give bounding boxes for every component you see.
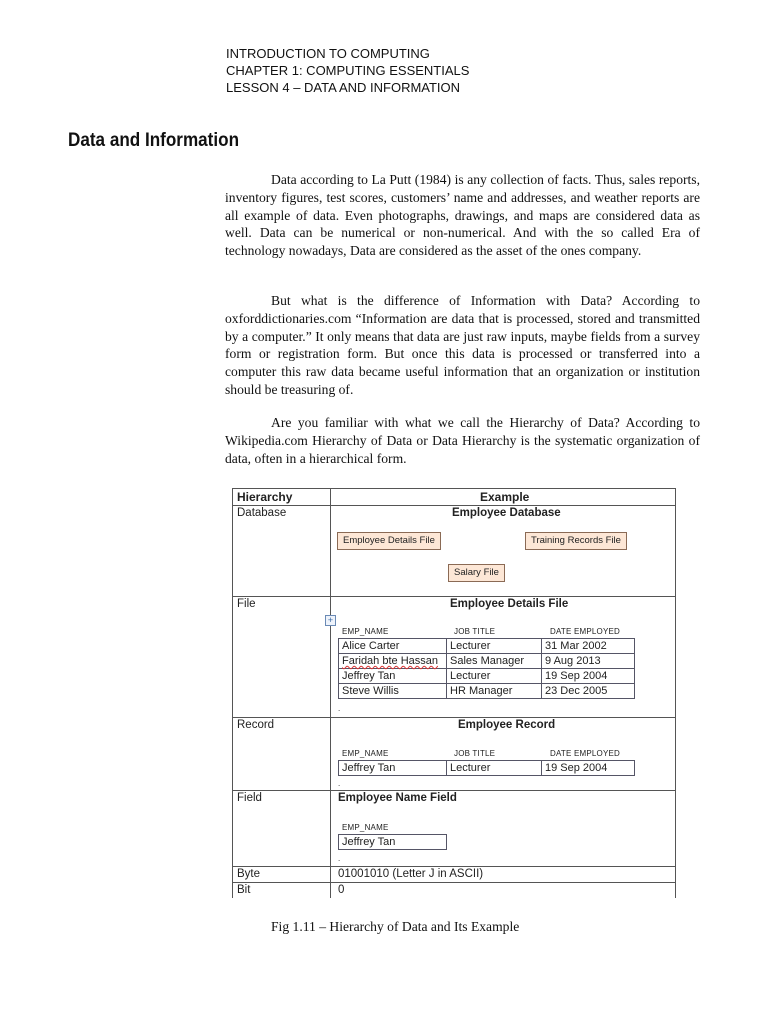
row-divider (232, 596, 676, 597)
record-col-date-employed: DATE EMPLOYED (550, 749, 621, 758)
job-title-cell: Sales Manager (447, 654, 542, 669)
paragraph-mark: . (338, 854, 341, 863)
date-employed-cell: 9 Aug 2013 (542, 654, 635, 669)
date-employed-cell: 31 Mar 2002 (542, 639, 635, 654)
hierarchy-table (232, 488, 676, 898)
byte-value: 01001010 (Letter J in ASCII) (338, 868, 484, 880)
row-divider (232, 866, 676, 867)
course-title: INTRODUCTION TO COMPUTING (226, 46, 430, 61)
employee-record-table (338, 760, 635, 776)
file-title: Employee Details File (450, 598, 569, 610)
job-title-cell: HR Manager (447, 684, 542, 699)
employee-details-table (338, 638, 635, 699)
job-title-cell: Lecturer (447, 639, 542, 654)
paragraph-1-text: Data according to La Putt (1984) is any collection of facts. Thus, sales reports, inventory figures, test scores, customers’ name and addresses, and weather reports are all example of data. Even photographs, drawings, and maps are considered data as well. Data can be numerical or non-numerical. And with the so called Era of technology nowadays, Data are considered as the asset of the ones company. (225, 172, 700, 259)
emp-name-cell: Steve Willis (339, 684, 447, 699)
label-record: Record (237, 719, 275, 731)
job-title-cell: Lecturer (447, 761, 542, 776)
figure-caption: Fig 1.11 – Hierarchy of Data and Its Example (271, 919, 520, 934)
paragraph-3-text: Are you familiar with what we call the Hierarchy of Data? According to Wikipedia.com Hierarchy of Data or Data Hierarchy is the systematic organization of data, often in a hierarchical form. (225, 415, 700, 466)
employee-name-field-table (338, 834, 447, 850)
paragraph-1 (225, 171, 700, 260)
table-row (339, 835, 447, 850)
table-row (339, 761, 635, 776)
field-title: Employee Name Field (338, 792, 457, 804)
file-col-job-title: JOB TITLE (454, 627, 496, 636)
emp-name-cell: Alice Carter (339, 639, 447, 654)
table-row (339, 639, 635, 654)
paragraph-2 (225, 292, 700, 399)
record-col-emp-name: EMP_NAME (342, 749, 389, 758)
emp-name-cell: Jeffrey Tan (339, 835, 447, 850)
row-divider (232, 882, 676, 883)
hierarchy-figure (232, 488, 676, 898)
file-col-emp-name: EMP_NAME (342, 627, 389, 636)
bit-value: 0 (338, 884, 345, 896)
row-divider (232, 717, 676, 718)
table-row (339, 684, 635, 699)
date-employed-cell: 19 Sep 2004 (542, 669, 635, 684)
chapter-title: CHAPTER 1: COMPUTING ESSENTIALS (226, 63, 470, 78)
paragraph-mark: . (338, 704, 341, 713)
paragraph-3 (225, 414, 700, 467)
label-field: Field (237, 792, 262, 804)
column-divider (330, 488, 331, 898)
lesson-title: LESSON 4 – DATA AND INFORMATION (226, 80, 461, 95)
emp-name-cell: Jeffrey Tan (339, 669, 447, 684)
header-hierarchy: Hierarchy (237, 490, 293, 504)
file-box-salary: Salary File (448, 564, 505, 582)
database-title: Employee Database (452, 507, 561, 519)
row-divider (232, 790, 676, 791)
row-divider (232, 505, 676, 506)
paragraph-2-text: But what is the difference of Information with Data? According to oxforddictionaries.com “Information are data that is processed, stored and transmitted by a computer.” It only means that data are just raw inputs, maybe fields from a survey form or registration form. But once this data is processed or transferred into a computer this raw data became useful information that an organization or institution should be treasuring of. (225, 293, 700, 397)
emp-name-cell: Jeffrey Tan (339, 761, 447, 776)
paragraph-mark: . (338, 779, 341, 788)
label-bit: Bit (237, 884, 251, 896)
file-col-date-employed: DATE EMPLOYED (550, 627, 621, 636)
emp-name-cell (339, 654, 447, 669)
date-employed-cell: 19 Sep 2004 (542, 761, 635, 776)
table-row (339, 654, 635, 669)
table-row (339, 669, 635, 684)
record-col-job-title: JOB TITLE (454, 749, 496, 758)
label-file: File (237, 598, 256, 610)
job-title-cell: Lecturer (447, 669, 542, 684)
section-heading: Data and Information (68, 130, 240, 151)
label-database: Database (237, 507, 287, 519)
table-move-icon: + (325, 615, 336, 626)
page-header (226, 45, 469, 96)
emp-name-text: Faridah bte Hassan (342, 655, 438, 667)
header-example: Example (480, 490, 530, 504)
record-title: Employee Record (458, 719, 556, 731)
label-byte: Byte (237, 868, 261, 880)
file-box-training-records: Training Records File (525, 532, 627, 550)
file-box-employee-details: Employee Details File (337, 532, 441, 550)
date-employed-cell: 23 Dec 2005 (542, 684, 635, 699)
field-col-emp-name: EMP_NAME (342, 823, 389, 832)
